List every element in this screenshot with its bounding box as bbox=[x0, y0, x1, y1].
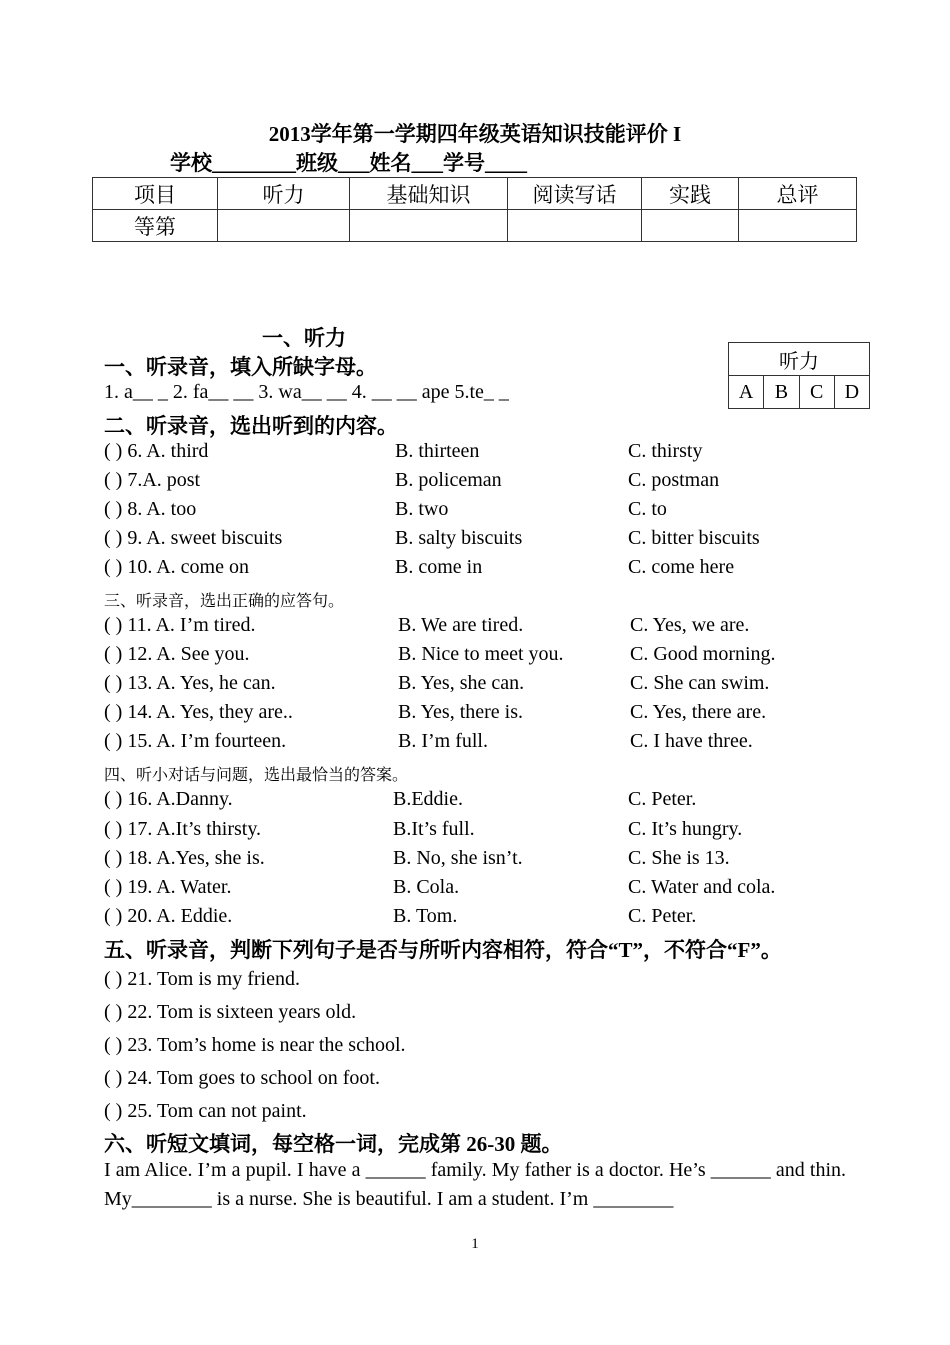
question-11: ( ) 11. A. I’m tired. bbox=[104, 614, 256, 636]
question-15: ( ) 15. A. I’m fourteen. bbox=[104, 730, 287, 752]
section5-heading: 五、听录音，判断下列句子是否与所听内容相符，符合“T”，不符合“F”。 bbox=[104, 938, 782, 962]
option-c: C. Yes, we are. bbox=[630, 614, 750, 636]
question-18: ( ) 18. A.Yes, she is. bbox=[104, 847, 265, 869]
grade-header-cell: 总评 bbox=[739, 178, 857, 210]
option-b: B. No, she isn’t. bbox=[393, 847, 523, 869]
grade-cell-basics[interactable] bbox=[350, 210, 508, 242]
question-9: ( ) 9. A. sweet biscuits bbox=[104, 527, 283, 549]
section1-fill-line: 1. a__ _ 2. fa__ __ 3. wa__ __ 4. __ __ ape 5.te_ _ bbox=[104, 381, 509, 403]
option-c: C. Peter. bbox=[628, 788, 697, 810]
grade-cell-practice[interactable] bbox=[642, 210, 739, 242]
option-c: C. I have three. bbox=[630, 730, 753, 752]
option-c: C. It’s hungry. bbox=[628, 818, 743, 840]
option-b: B. Yes, she can. bbox=[398, 672, 525, 694]
option-c: C. She is 13. bbox=[628, 847, 730, 869]
option-b: B. Cola. bbox=[393, 876, 460, 898]
grade-option-d[interactable]: D bbox=[834, 376, 869, 409]
option-b: B. I’m full. bbox=[398, 730, 488, 752]
option-b: B. salty biscuits bbox=[395, 527, 523, 549]
question-23: ( ) 23. Tom’s home is near the school. bbox=[104, 1034, 406, 1056]
question-21: ( ) 21. Tom is my friend. bbox=[104, 968, 300, 990]
question-22: ( ) 22. Tom is sixteen years old. bbox=[104, 1001, 357, 1023]
grade-option-a[interactable]: A bbox=[729, 376, 764, 409]
option-b: B. Nice to meet you. bbox=[398, 643, 564, 665]
page-number: 1 bbox=[471, 1236, 479, 1252]
option-b: B. policeman bbox=[395, 469, 502, 491]
option-c: C. Yes, there are. bbox=[630, 701, 767, 723]
option-c: C. to bbox=[628, 498, 667, 520]
question-12: ( ) 12. A. See you. bbox=[104, 643, 250, 665]
question-25: ( ) 25. Tom can not paint. bbox=[104, 1100, 307, 1122]
option-c: C. come here bbox=[628, 556, 735, 578]
question-16: ( ) 16. A.Danny. bbox=[104, 788, 233, 810]
grade-header-cell: 阅读写话 bbox=[508, 178, 642, 210]
option-c: C. bitter biscuits bbox=[628, 527, 760, 549]
listening-passage: I am Alice. I’m a pupil. I have a ______ family. My father is a doctor. He’s ______ and thin. My________ is a nurse. She is beautiful. I am a student. I’m ________ bbox=[104, 1159, 846, 1210]
option-c: C. Peter. bbox=[628, 905, 697, 927]
question-20: ( ) 20. A. Eddie. bbox=[104, 905, 233, 927]
option-c: C. Good morning. bbox=[630, 643, 776, 665]
grade-cell-overall[interactable] bbox=[739, 210, 857, 242]
question-8: ( ) 8. A. too bbox=[104, 498, 197, 520]
question-19: ( ) 19. A. Water. bbox=[104, 876, 232, 898]
question-24: ( ) 24. Tom goes to school on foot. bbox=[104, 1067, 380, 1089]
grade-row-label: 等第 bbox=[93, 210, 218, 242]
option-b: B. Yes, there is. bbox=[398, 701, 524, 723]
option-c: C. postman bbox=[628, 469, 720, 491]
option-b: B. come in bbox=[395, 556, 483, 578]
question-13: ( ) 13. A. Yes, he can. bbox=[104, 672, 276, 694]
option-c: C. Water and cola. bbox=[628, 876, 776, 898]
score-box-title: 听力 bbox=[729, 343, 870, 376]
option-b: B. thirteen bbox=[395, 440, 480, 462]
option-b: B. two bbox=[395, 498, 449, 520]
option-c: C. She can swim. bbox=[630, 672, 770, 694]
student-info-line: 学校________班级___姓名___学号____ bbox=[170, 151, 527, 175]
option-b: B. Tom. bbox=[393, 905, 458, 927]
question-17: ( ) 17. A.It’s thirsty. bbox=[104, 818, 262, 840]
grade-header-cell: 实践 bbox=[642, 178, 739, 210]
grade-table-header-row bbox=[93, 178, 857, 210]
grade-header-cell: 听力 bbox=[218, 178, 350, 210]
section6-heading: 六、听短文填词，每空格一词，完成第 26-30 题。 bbox=[104, 1132, 563, 1156]
grade-table-grade-row bbox=[93, 210, 857, 242]
option-b: B.It’s full. bbox=[393, 818, 475, 840]
page-title: 2013学年第一学期四年级英语知识技能评价 I bbox=[268, 122, 682, 146]
listening-score-box bbox=[728, 342, 870, 409]
question-7: ( ) 7.A. post bbox=[104, 469, 201, 491]
grade-cell-reading-writing[interactable] bbox=[508, 210, 642, 242]
grade-option-b[interactable]: B bbox=[764, 376, 799, 409]
grade-cell-listening[interactable] bbox=[218, 210, 350, 242]
question-14: ( ) 14. A. Yes, they are.. bbox=[104, 701, 293, 723]
part-title: 一、听力 bbox=[262, 326, 346, 350]
grade-header-cell: 基础知识 bbox=[350, 178, 508, 210]
question-10: ( ) 10. A. come on bbox=[104, 556, 249, 578]
section2-heading: 二、听录音，选出听到的内容。 bbox=[104, 414, 398, 438]
grade-header-cell: 项目 bbox=[93, 178, 218, 210]
section1-heading: 一、听录音，填入所缺字母。 bbox=[104, 355, 377, 379]
option-b: B.Eddie. bbox=[393, 788, 463, 810]
option-c: C. thirsty bbox=[628, 440, 703, 462]
section3-heading: 三、听录音，选出正确的应答句。 bbox=[104, 593, 345, 610]
question-6: ( ) 6. A. third bbox=[104, 440, 209, 462]
section4-heading: 四、听小对话与问题，选出最恰当的答案。 bbox=[104, 767, 409, 784]
grade-table bbox=[92, 177, 857, 242]
option-b: B. We are tired. bbox=[398, 614, 524, 636]
grade-option-c[interactable]: C bbox=[799, 376, 834, 409]
